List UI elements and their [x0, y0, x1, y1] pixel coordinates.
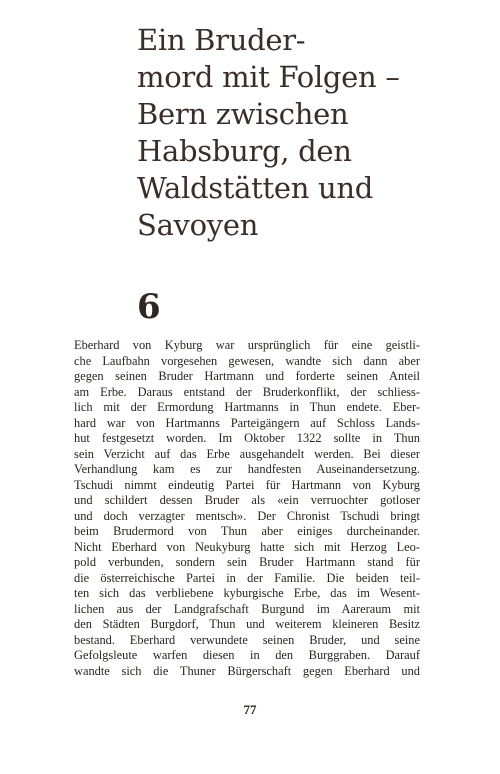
text-line: hut festgesetzt worden. Im Oktober 1322 sollte in Thun: [74, 431, 420, 445]
text-line: Verhandlung kam es zur handfesten Auseinandersetzung.: [74, 462, 420, 476]
text-line: und schildert dessen Bruder als «ein verruochter gotloser: [74, 493, 420, 507]
chapter-title-line: Savoyen: [137, 208, 259, 242]
text-line: am Erbe. Daraus entstand der Bruderkonflikt, der schliess-: [74, 384, 420, 399]
chapter-title-line: mord mit Folgen –: [137, 60, 400, 94]
page-number: 77: [243, 702, 257, 717]
text-line: Eberhard von Kyburg war ursprünglich für eine geistli-: [74, 338, 420, 352]
text-line: Nicht Eberhard von Neukyburg hatte sich mit Herzog Leo-: [74, 539, 420, 554]
text-line: wandte sich die Thuner Bürgerschaft gegen Eberhard und: [74, 663, 420, 678]
chapter-title-line: Ein Bruder-: [137, 23, 306, 57]
text-line: bestand. Eberhard verwundete seinen Bruder, und seine: [74, 632, 420, 647]
chapter-title-line: Bern zwischen: [137, 97, 349, 131]
body-paragraph: [74, 338, 420, 679]
text-line: hard war von Hartmanns Parteigängern auf Schloss Lands-: [74, 415, 420, 430]
text-line: sein Verzicht auf das Erbe ausgehandelt werden. Bei dieser: [74, 446, 420, 461]
text-line: lichen aus der Landgrafschaft Burgund im Aareraum mit: [74, 601, 420, 616]
text-line: Tschudi nimmt eindeutig Partei für Hartmann von Kyburg: [74, 477, 420, 492]
text-line: den Städten Burgdorf, Thun und weiterem kleineren Besitz: [74, 617, 420, 631]
text-line: Gefolgsleute warfen diesen in den Burggraben. Darauf: [74, 648, 420, 662]
text-line: pold verbunden, sondern sein Bruder Hartmann stand für: [74, 555, 420, 569]
text-line: und doch verzagter mentsch». Der Chronist Tschudi bringt: [74, 508, 420, 523]
chapter-title: [137, 22, 477, 244]
text-line: ten sich das verbliebene kyburgische Erbe, das im Wesent-: [74, 586, 420, 600]
chapter-title-line: Habsburg, den: [137, 134, 352, 168]
text-line: lich mit der Ermordung Hartmanns in Thun endete. Eber-: [74, 400, 420, 414]
chapter-title-line: Waldstätten und: [137, 171, 374, 205]
text-line: beim Brudermord von Thun aber einiges durcheinander.: [74, 524, 420, 538]
text-line: gegen seinen Bruder Hartmann und forderte seinen Anteil: [74, 369, 420, 383]
text-line: die österreichische Partei in der Familie. Die beiden teil-: [74, 570, 420, 585]
chapter-number: 6: [137, 287, 161, 327]
text-line: che Laufbahn vorgesehen gewesen, wandte sich dann aber: [74, 353, 420, 368]
